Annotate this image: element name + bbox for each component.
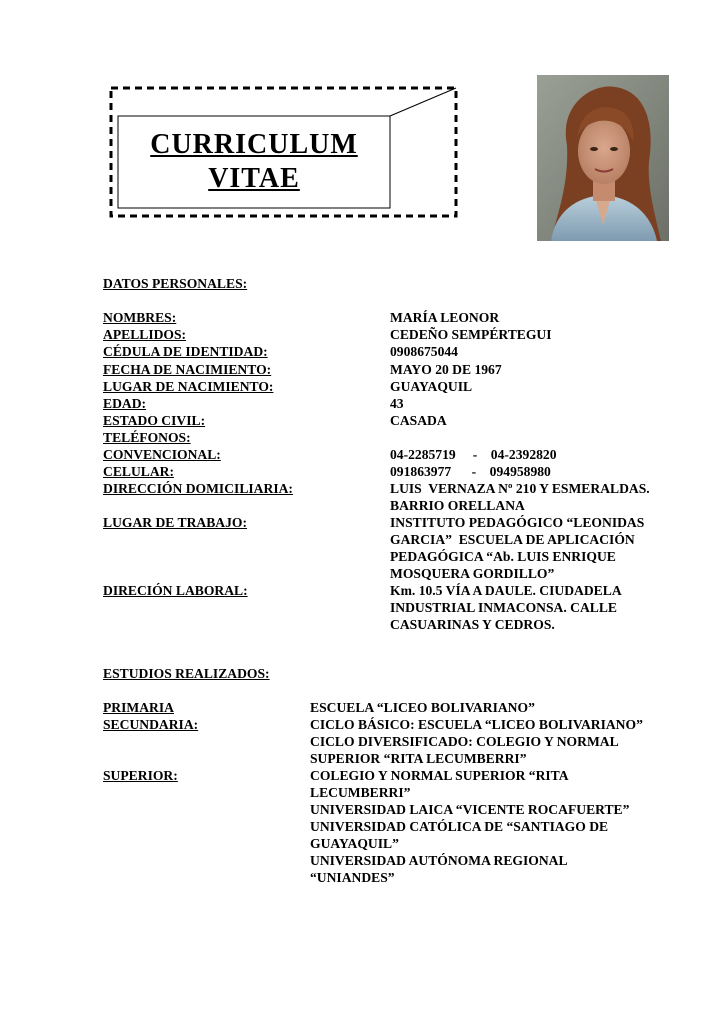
personal-label: LUGAR DE TRABAJO: [103,515,248,530]
studies-label: SUPERIOR: [103,768,178,783]
personal-label: APELLIDOS: [103,327,187,342]
personal-label: FECHA DE NACIMIENTO: [103,362,272,377]
personal-value: MAYO 20 DE 1967 [390,362,502,377]
personal-label: CONVENCIONAL: [103,447,221,462]
personal-value: GUAYAQUIL [390,379,473,394]
personal-label: TELÉFONOS: [103,430,191,445]
personal-value: CEDEÑO SEMPÉRTEGUI [390,327,552,342]
studies-value: ESCUELA “LICEO BOLIVARIANO” [310,700,535,715]
personal-value: INSTITUTO PEDAGÓGICO “LEONIDAS GARCIA” ESCUELA DE APLICACIÓN PEDAGÓGICA “Ab. LUIS ENRIQUE MOSQUERA GORDILLO” [390,515,645,581]
personal-label: CÉDULA DE IDENTIDAD: [103,344,268,359]
personal-value: Km. 10.5 VÍA A DAULE. CIUDADELA INDUSTRIAL INMACONSA. CALLE CASUARINAS Y CEDROS. [390,583,622,632]
personal-value: 091863977 - 094958980 [390,464,551,479]
studies-value: COLEGIO Y NORMAL SUPERIOR “RITA LECUMBERRI” UNIVERSIDAD LAICA “VICENTE ROCAFUERTE” UNIVERSIDAD CATÓLICA DE “SANTIAGO DE GUAYAQUIL” UNIVERSIDAD AUTÓNOMA REGIONAL “UNIANDES” [310,768,630,885]
personal-label: EDAD: [103,396,147,411]
personal-label: NOMBRES: [103,310,177,325]
personal-label: CELULAR: [103,464,174,479]
studies-section-title: ESTUDIOS REALIZADOS: [103,666,270,681]
profile-photo [537,75,669,241]
personal-label: DIRECCIÓN DOMICILIARIA: [103,481,293,496]
personal-label: LUGAR DE NACIMIENTO: [103,379,274,394]
document-title [118,128,390,196]
studies-value: CICLO BÁSICO: ESCUELA “LICEO BOLIVARIANO” CICLO DIVERSIFICADO: COLEGIO Y NORMAL SUPERIOR “RITA LECUMBERRI” [310,717,643,766]
personal-label: DIRECIÓN LABORAL: [103,583,248,598]
personal-value: 0908675044 [390,344,458,359]
personal-value: MARÍA LEONOR [390,310,500,325]
title-line-1: CURRICULUM [150,129,358,160]
personal-section-title: DATOS PERSONALES: [103,276,248,291]
personal-value: 43 [390,396,404,411]
studies-label: SECUNDARIA: [103,717,199,732]
title-line-2: VITAE [208,163,300,194]
personal-label: ESTADO CIVIL: [103,413,206,428]
personal-value: LUIS VERNAZA Nº 210 Y ESMERALDAS. BARRIO ORELLANA [390,481,650,513]
studies-label: PRIMARIA [103,700,174,715]
personal-value: CASADA [390,413,447,428]
personal-value: 04-2285719 - 04-2392820 [390,447,557,462]
